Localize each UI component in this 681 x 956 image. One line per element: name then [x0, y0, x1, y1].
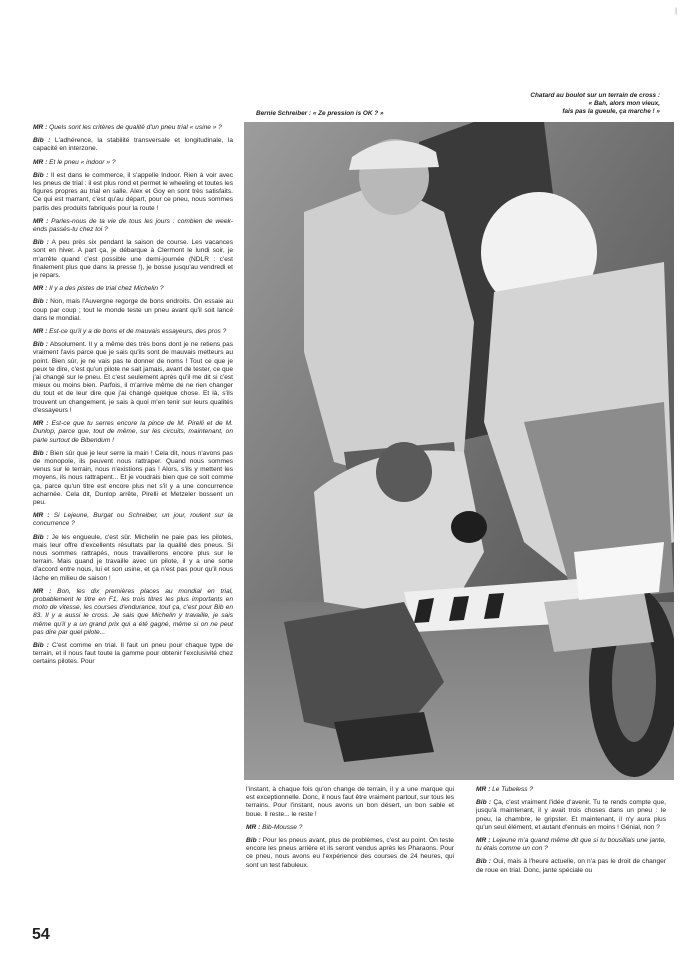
paragraph — [33, 328, 233, 336]
paragraph — [33, 298, 233, 323]
answer-text: Oui, mais à l'heure actuelle, on n'a pas le droit de changer de roue en trial. Donc, jante spéciale ou — [476, 858, 666, 874]
page-edge-mark: | — [675, 8, 677, 15]
paragraph — [246, 824, 454, 832]
question-text: Parles-nous de ta vie de tous les jours : combien de week-ends passés-tu chez toi ? — [33, 217, 233, 234]
question-text: Si Lejeune, Burgat ou Schreiber, un jour, roulent sur la concurrence ? — [33, 512, 233, 528]
paragraph — [33, 285, 233, 293]
text-column-3 — [476, 786, 666, 880]
answer-text: Non, mais l'Auvergne regorge de bons endroits. On essaie au coup par coup ; tout le monde teste un pneu avant qu'il soit lancé dans le mondial. — [33, 298, 233, 322]
paragraph — [33, 341, 233, 415]
speaker-label: MR : — [33, 420, 49, 428]
speaker-label: Bib : — [33, 641, 49, 649]
paragraph — [476, 799, 666, 832]
question-text: Lejeune m'a quand même dit que si tu bousillais une jante, tu étais comme un con ? — [476, 837, 666, 853]
speaker-label: Bib : — [33, 449, 48, 457]
photo-caption-right — [480, 92, 660, 116]
answer-text: A peu près six pendant la saison de course. Les vacances sont en hiver. A part ça, je débarque à Clermont le lundi soir, je m'arrête quand c'est possible une demi-journée (NDLR : c'est finalement plus que dans la presse !), je bosse jusqu'au vendredi et je repars. — [33, 239, 234, 280]
paragraph — [246, 837, 454, 870]
speaker-label: MR : — [33, 587, 52, 595]
speaker-label: Bib : — [476, 799, 492, 807]
speaker-label: MR : — [33, 328, 48, 336]
caption-right-line2: « Bah, alors mon vieux, — [588, 100, 660, 107]
answer-text: Pour les pneus avant, plus de problèmes, c'est au point. On teste encore les pneus arrière et ils seront vendus après les Pharaons. Pour ce pneu, nous avons eu l'expérience des courses de 24 heures, qui sont un test fabuleux. — [246, 837, 454, 869]
speaker-label: MR : — [476, 786, 491, 793]
speaker-label: Bib : — [33, 533, 49, 541]
answer-text: Je les engueule, c'est sûr. Michelin ne paie pas les pilotes, mais leur offre d'excellents résultats par la qualité des pneus. Si nous sommes rattrapés, nous travaillerons encore plus sur le terrain. Mais quand je travaille avec un pilote, il y a une sorte d'accord entre nous, lui et son usine, et ça n'est pas pour qu'il nous lâche en milieu de saison ! — [33, 533, 233, 582]
speaker-label: MR : — [33, 217, 49, 225]
paragraph — [33, 534, 233, 583]
answer-text: Absolument. Il y a même des très bons dont je ne retiens pas vraiment l'avis parce que je sais qu'ils sont de mauvais metteurs au point. Bien sûr, je ne vais pas te donner de noms ! Tout ce que je peux te dire, c'est qu'un pilote ne sait jamais, avant de tester, ce que j'ai changé sur le pneu. Et c'est seulement après qu'il me dit si c'est mieux ou moins bien. Parfois, il m'arrive même de ne rien changer du tout et de leur dire que j'ai changé quelque chose. Et là, s'ils trouvent un changement, je sais à quoi m'en tenir sur leurs qualités d'essayeurs ! — [33, 341, 234, 414]
speaker-label: MR : — [33, 285, 48, 293]
speaker-label: Bib : — [476, 858, 491, 866]
paragraph — [33, 450, 233, 507]
answer-text: L'adhérence, la stabilité transversale et longitudinale, la capacité en interzone. — [33, 137, 233, 153]
speaker-label: MR : — [33, 158, 48, 166]
paragraph — [33, 420, 233, 445]
page-number: 54 — [32, 926, 50, 943]
text-column-2 — [246, 786, 454, 875]
question-text: Est-ce qu'il y a de bons et de mauvais essayeurs, des pros ? — [49, 328, 227, 336]
speaker-label: Bib : — [33, 239, 49, 247]
caption-right-line1: Chatard au boulot sur un terrain de cross : — [530, 92, 660, 99]
speaker-label: Bib : — [246, 837, 261, 845]
speaker-label: Bib : — [33, 137, 51, 145]
paragraph — [33, 512, 233, 528]
question-text: Quels sont les critères de qualité d'un pneu trial « usine » ? — [49, 124, 222, 131]
question-text: Est-ce que tu serres encore la pince de M. Pirelli et de M. Dunlop, parce que, tout de même, sur les circuits, maintenant, on parle surtout de Bibendum ! — [33, 420, 233, 444]
photo-illustration — [244, 122, 674, 780]
question-text: Bon, les dix premières places au mondial en trial, probablement le titre en F1, les trois titres les plus importants en moto de vitesse, les courses d'endurance, tout ça, c'est pour Bib en 83. Il y a aussi le cross. Je sais que Michelin y travaille, je sais même qu'il y a un grand prix qui a été gagné, même si on ne peut pas dire par quel pilote... — [33, 587, 233, 636]
question-text: Il y a des pistes de trial chez Michelin ? — [49, 285, 164, 293]
paragraph — [33, 124, 233, 132]
paragraph — [33, 588, 233, 637]
paragraph — [476, 837, 666, 853]
answer-text: l'instant, à chaque fois qu'on change de terrain, il y a une marque qui est exceptionnelle. Donc, il nous faut être vraiment partout, sur tous les terrains. Pour l'instant, nous avons un bon désert, un bon sable et boue. Il reste... le reste ! — [246, 786, 454, 818]
text-column-1 — [33, 124, 233, 672]
speaker-label: Bib : — [33, 298, 48, 306]
question-text: Et le pneu « indoor » ? — [49, 158, 116, 166]
paragraph — [33, 159, 233, 167]
paragraph — [33, 239, 233, 280]
answer-text: Bien sûr que je leur serre la main ! Cela dit, nous n'avons pas de monopole, ils peuvent nous rattraper. Quand nous sommes venus sur le terrain, nous n'existions pas ! Alors, s'ils y mettent les moyens, ils nous rattrapent... Et je voudrais bien que ce soit comme ça, parce qu'un titre est encore plus net s'il y a une concurrence acharnée. Cela dit, Dunlop arrête, Pirelli et Metzeler bossent un peu. — [33, 449, 233, 506]
paragraph — [476, 858, 666, 874]
answer-text: Il est dans le commerce, il s'appelle Indoor. Rien à voir avec les pneus de trial : il est plus rond et permet le wheeling et toutes les figures propres au trial en salle. Alex et Goy en sont très satisfaits. Ce qui est marrant, c'est qu'au départ, pour ce pneu, nous sommes partis des produits fabriqués pour la route ! — [33, 171, 233, 212]
paragraph — [476, 786, 666, 794]
speaker-label: MR : — [246, 823, 261, 831]
question-text: Bib-Mousse ? — [262, 823, 303, 831]
question-text: Le Tubeless ? — [492, 786, 534, 793]
speaker-label: MR : — [476, 837, 491, 845]
paragraph — [33, 218, 233, 234]
speaker-label: Bib : — [33, 171, 49, 179]
paragraph — [246, 786, 454, 819]
speaker-label: MR : — [33, 124, 48, 131]
photo-tire-testing — [244, 122, 674, 780]
paragraph — [33, 642, 233, 667]
speaker-label: Bib : — [33, 341, 49, 349]
paragraph — [33, 137, 233, 153]
answer-text: C'est comme en trial. Il faut un pneu pour chaque type de terrain, et il nous faut toute la gamme pour obtenir l'exclusivité chez certains pilotes. Pour — [33, 641, 233, 666]
paragraph — [33, 172, 233, 213]
caption-right-line3: fais pas la gueule, ça marche ! » — [562, 108, 660, 115]
answer-text: Ça, c'est vraiment l'idée d'avenir. Tu te rends compte que, jusqu'à maintenant, il y avait trois choses dans un pneu : le pneu, la chambre, le gripster. Et maintenant, il n'y aura plus qu'un seul élément, et autant d'ennuis en moins ! Génial, non ? — [476, 799, 666, 831]
photo-caption-left: Bernie Schreiber : « Ze pression is OK ? » — [256, 110, 384, 117]
speaker-label: MR : — [33, 512, 50, 520]
